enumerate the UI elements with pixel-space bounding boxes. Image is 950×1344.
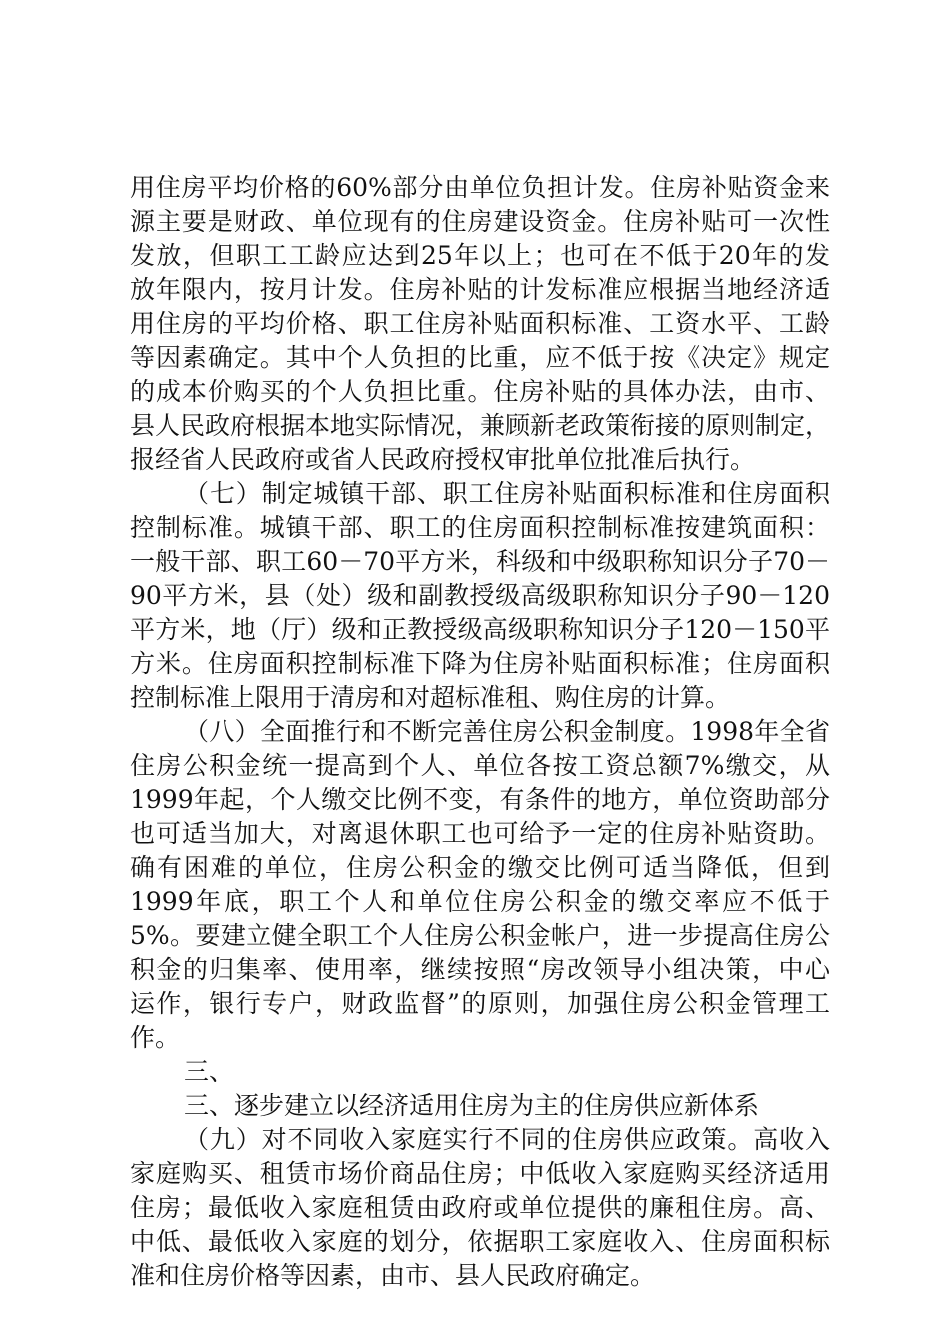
text-line: 中低、最低收入家庭的划分，依据职工家庭收入、住房面积标 <box>130 1227 830 1256</box>
text-line: 家庭购买、租赁市场价商品住房；中低收入家庭购买经济适用 <box>130 1159 830 1188</box>
text-line: 用住房平均价格的60%部分由单位负担计发。住房补贴资金来 <box>130 173 830 202</box>
text-line: 等因素确定。其中个人负担的比重，应不低于按《决定》规定 <box>130 343 830 372</box>
text-line: 县人民政府根据本地实际情况，兼顾新老政策衔接的原则制定， <box>130 411 831 440</box>
text-line: （七）制定城镇干部、职工住房补贴面积标准和住房面积 <box>184 479 830 508</box>
text-line: 住房；最低收入家庭租赁由政府或单位提供的廉租住房。高、 <box>130 1193 830 1222</box>
text-line: （八）全面推行和不断完善住房公积金制度。1998年全省 <box>184 717 830 746</box>
text-line: 90平方米，县（处）级和副教授级高级职称知识分子90－120 <box>130 581 830 610</box>
text-line: 一般干部、职工60－70平方米，科级和中级职称知识分子70－ <box>130 547 830 576</box>
body-text <box>130 171 830 1293</box>
text-line: 控制标准。城镇干部、职工的住房面积控制标准按建筑面积： <box>130 513 830 542</box>
text-line: 报经省人民政府或省人民政府授权审批单位批准后执行。 <box>130 445 756 474</box>
text-line: 放年限内，按月计发。住房补贴的计发标准应根据当地经济适 <box>130 275 830 304</box>
text-line: 5%。要建立健全职工个人住房公积金帐户，进一步提高住房公 <box>130 921 830 950</box>
text-line: 平方米，地（厅）级和正教授级高级职称知识分子120－150平 <box>130 615 830 644</box>
text-line: 准和住房价格等因素，由市、县人民政府确定。 <box>130 1261 656 1290</box>
text-line: 源主要是财政、单位现有的住房建设资金。住房补贴可一次性 <box>130 207 830 236</box>
text-line: 1999年底，职工个人和单位住房公积金的缴交率应不低于 <box>130 887 830 916</box>
text-line: 确有困难的单位，住房公积金的缴交比例可适当降低，但到 <box>130 853 830 882</box>
text-line: 积金的归集率、使用率，继续按照“房改领导小组决策，中心 <box>130 955 830 984</box>
text-line: 作。 <box>130 1023 181 1052</box>
text-line: （九）对不同收入家庭实行不同的住房供应政策。高收入 <box>184 1125 830 1154</box>
text-line: 用住房的平均价格、职工住房补贴面积标准、工资水平、工龄 <box>130 309 830 338</box>
text-line: 三、逐步建立以经济适用住房为主的住房供应新体系 <box>184 1091 760 1120</box>
text-line: 发放，但职工工龄应达到25年以上；也可在不低于20年的发 <box>130 241 830 270</box>
text-line: 也可适当加大，对离退休职工也可给予一定的住房补贴资助。 <box>130 819 830 848</box>
text-line: 方米。住房面积控制标准下降为住房补贴面积标准；住房面积 <box>130 649 830 678</box>
text-line: 的成本价购买的个人负担比重。住房补贴的具体办法，由市、 <box>130 377 830 406</box>
text-line: 控制标准上限用于清房和对超标准租、购住房的计算。 <box>130 683 731 712</box>
text-line: 运作，银行专户，财政监督”的原则，加强住房公积金管理工 <box>130 989 830 1018</box>
text-line: 1999年起，个人缴交比例不变，有条件的地方，单位资助部分 <box>130 785 830 814</box>
text-line: 住房公积金统一提高到个人、单位各按工资总额7%缴交，从 <box>130 751 830 780</box>
text-line: 三、 <box>184 1057 235 1086</box>
